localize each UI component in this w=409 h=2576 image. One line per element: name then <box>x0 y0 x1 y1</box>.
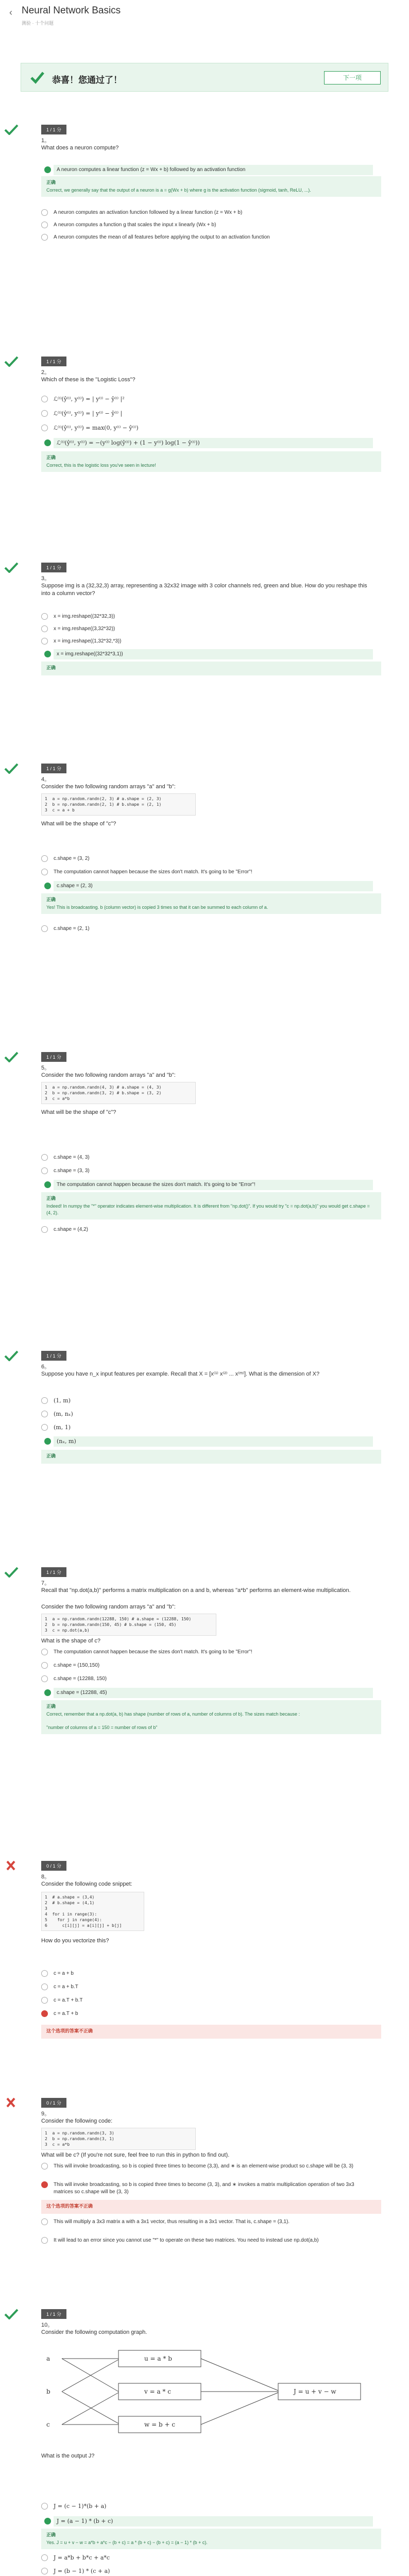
radio-icon[interactable] <box>41 638 48 645</box>
radio-selected-icon[interactable] <box>44 883 51 889</box>
score-badge: 0 / 1 分 <box>41 2098 66 2108</box>
score-badge: 1 / 1 分 <box>41 1052 66 1062</box>
option[interactable]: A neuron computes the mean of all features before applying the output to an activation function <box>54 234 373 241</box>
cross-icon <box>4 1860 19 1871</box>
question-text: What will be the shape of "c"? <box>41 1109 116 1115</box>
radio-selected-icon[interactable] <box>44 1438 51 1445</box>
score-badge: 1 / 1 分 <box>41 125 66 134</box>
option[interactable]: (1, m) <box>54 1397 373 1404</box>
node-u: u = a * b <box>144 2355 172 2362</box>
feedback-correct: 正确 <box>41 1450 381 1464</box>
option[interactable]: c = a.T + b <box>54 2010 373 2018</box>
radio-icon[interactable] <box>41 2568 48 2574</box>
option[interactable]: x = img.reshape((32*32*3,1)) <box>54 649 373 659</box>
question-number: 6。 <box>41 1364 50 1370</box>
code-block: 1 a = np.random.randn(2, 3) # a.shape = (2, 3) 2 b = np.random.randn(2, 1) # b.shape = (2, 1) 3 c = a + b <box>41 793 196 816</box>
radio-icon[interactable] <box>41 1154 48 1161</box>
option[interactable]: c = a + b <box>54 1970 373 1977</box>
option[interactable]: This will invoke broadcasting, so b is copied three times to become (3, 3), and ∗ invokes a matrix multiplication operation of two 3x3 matrices so c.shape will be (3, 3) <box>54 2181 373 2196</box>
question-number: 5。 <box>41 1065 50 1071</box>
question-prompt: Consider the two following random arrays "a" and "b": <box>41 1072 176 1078</box>
node-v: v = a * c <box>144 2388 171 2395</box>
radio-icon[interactable] <box>41 625 48 632</box>
quiz-subtitle: 测验 · 十个问题 <box>22 21 54 26</box>
option[interactable]: c = a.T + b.T <box>54 1997 373 2004</box>
feedback-correct: 正确 Correct, we generally say that the output of a neuron is a = g(Wx + b) where g is the activation function (sigmoid, tanh, ReLU, ...). <box>41 176 381 197</box>
score-badge: 1 / 1 分 <box>41 2309 66 2319</box>
score-badge: 1 / 1 分 <box>41 1567 66 1577</box>
code-block: 1 # a.shape = (3,4) 2 # b.shape = (4,1) 3 4 for i in range(3): 5 for j in range(4): 6 c[i][j] = a[i][j] + b[j] <box>41 1892 144 1931</box>
option[interactable]: This will invoke broadcasting, so b is copied three times to become (3,3), and ∗ is an element-wise product so c.shape will be (3, 3) <box>54 2163 373 2170</box>
question-prompt: Consider the two following random arrays "a" and "b": <box>41 784 176 790</box>
feedback-correct: 正确 Correct, remember that a np.dot(a, b) has shape (number of rows of a, number of columns of b). The sizes match because : "number of columns of a = 150 = number of rows of b" <box>41 1700 381 1734</box>
option[interactable]: This will multiply a 3x3 matrix a with a 3x1 vector, thus resulting in a 3x1 vector. That is, c.shape = (3,1). <box>54 2218 373 2226</box>
option[interactable]: c.shape = (3, 2) <box>54 855 373 862</box>
radio-icon[interactable] <box>41 1397 48 1404</box>
radio-icon[interactable] <box>41 1411 48 1417</box>
page-title: Neural Network Basics <box>22 5 121 16</box>
score-badge: 1 / 1 分 <box>41 764 66 773</box>
question-number: 7。 <box>41 1580 50 1586</box>
option[interactable]: x = img.reshape((32*32,3)) <box>54 613 373 620</box>
question-text: How do you vectorize this? <box>41 1938 109 1944</box>
feedback-correct: 正确 Correct, this is the logistic loss you've seen in lecture! <box>41 451 381 472</box>
option[interactable]: c.shape = (4,2) <box>54 1226 373 1233</box>
check-icon <box>4 1566 19 1578</box>
option[interactable]: x = img.reshape((3,32*32)) <box>54 625 373 633</box>
option[interactable]: ℒ⁽ⁱ⁾(ŷ⁽ⁱ⁾, y⁽ⁱ⁾) = | y⁽ⁱ⁾ − ŷ⁽ⁱ⁾ |² <box>54 396 373 403</box>
radio-icon[interactable] <box>41 2237 48 2244</box>
option[interactable]: c.shape = (3, 3) <box>54 1167 373 1175</box>
option[interactable]: J = (a − 1) * (b + c) <box>54 2516 373 2527</box>
radio-icon[interactable] <box>41 1662 48 1669</box>
radio-icon[interactable] <box>41 234 48 241</box>
score-badge: 1 / 1 分 <box>41 357 66 366</box>
question-prompt-2: Consider the two following random arrays "a" and "b": <box>41 1604 176 1610</box>
option[interactable]: ℒ⁽ⁱ⁾(ŷ⁽ⁱ⁾, y⁽ⁱ⁾) = −(y⁽ⁱ⁾ log(ŷ⁽ⁱ⁾) + (1 − y⁽ⁱ⁾) log(1 − ŷ⁽ⁱ⁾)) <box>54 438 373 448</box>
radio-icon[interactable] <box>41 613 48 620</box>
radio-icon[interactable] <box>41 1649 48 1655</box>
radio-icon[interactable] <box>41 2163 48 2170</box>
option[interactable]: c.shape = (150,150) <box>54 1662 373 1669</box>
check-icon <box>4 2308 19 2319</box>
question-text: What will be the shape of "c"? <box>41 821 116 827</box>
node-a: a <box>46 2355 50 2362</box>
question-number: 8。 <box>41 1874 50 1880</box>
code-block: 1 a = np.random.randn(3, 3) 2 b = np.random.randn(3, 1) 3 c = a*b <box>41 2128 196 2150</box>
check-icon <box>29 70 45 85</box>
radio-selected-icon[interactable] <box>41 2181 48 2188</box>
node-b: b <box>46 2388 50 2395</box>
option[interactable]: x = img.reshape((1,32*32,*3)) <box>54 638 373 645</box>
pass-banner <box>21 63 388 92</box>
feedback-wrong: 这个选项的答案不正确 <box>41 2025 381 2039</box>
radio-selected-icon[interactable] <box>44 1689 51 1696</box>
score-badge: 1 / 1 分 <box>41 1351 66 1361</box>
option[interactable]: c.shape = (4, 3) <box>54 1154 373 1161</box>
question-number: 1。 <box>41 138 50 144</box>
check-icon <box>4 1051 19 1062</box>
page-header <box>0 0 409 31</box>
radio-selected-icon[interactable] <box>44 2518 51 2524</box>
option[interactable]: J = (b − 1) * (c + a) <box>54 2568 373 2575</box>
radio-selected-icon[interactable] <box>44 166 51 173</box>
question-prompt: Consider the following code snippet: <box>41 1881 132 1887</box>
option[interactable]: A neuron computes a linear function (z = Wx + b) followed by an activation function <box>54 165 373 175</box>
option[interactable]: The computation cannot happen because the sizes don't match. It's going to be "Error"! <box>54 869 373 876</box>
feedback-correct: 正确 Indeed! In numpy the "*" operator indicates element-wise multiplication. It is different from "np.dot()". If you would try "c = np.dot(a,b)" you would get c.shape = (4, 2). <box>41 1192 381 1219</box>
computation-graph <box>41 2344 371 2437</box>
radio-selected-icon[interactable] <box>41 2010 48 2017</box>
question-text: What is the shape of c? <box>41 1638 100 1644</box>
radio-icon[interactable] <box>41 1167 48 1174</box>
radio-icon[interactable] <box>41 1424 48 1431</box>
question-prompt: Suppose img is a (32,32,3) array, representing a 32x32 image with 3 color channels red, green and blue. How do you reshape this into a column vector? <box>41 583 367 597</box>
back-arrow-icon[interactable]: ‹ <box>9 7 12 18</box>
code-block: 1 a = np.random.randn(4, 3) # a.shape = (4, 3) 2 b = np.random.randn(3, 2) # b.shape = (3, 2) 3 c = a*b <box>41 1082 196 1104</box>
question-number: 2。 <box>41 369 50 376</box>
option[interactable]: (m, 1) <box>54 1424 373 1431</box>
radio-icon[interactable] <box>41 2554 48 2561</box>
radio-icon[interactable] <box>41 2503 48 2510</box>
cross-icon <box>4 2097 19 2108</box>
question-number: 3。 <box>41 575 50 582</box>
question-text: What is the output J? <box>41 2453 95 2459</box>
radio-icon[interactable] <box>41 855 48 862</box>
radio-icon[interactable] <box>41 410 48 417</box>
option[interactable]: The computation cannot happen because the sizes don't match. It's going to be "Error"! <box>54 1180 373 1190</box>
code-block: 1 a = np.random.randn(12288, 150) # a.shape = (12288, 150) 2 b = np.random.randn(150, 45) # b.shape = (150, 45) 3 c = np.dot(a,b) <box>41 1614 216 1636</box>
radio-icon[interactable] <box>41 2218 48 2225</box>
option[interactable]: J = (c − 1)*(b + a) <box>54 2503 373 2510</box>
option[interactable]: The computation cannot happen because the sizes don't match. It's going to be "Error"! <box>54 1649 373 1656</box>
score-badge: 0 / 1 分 <box>41 1861 66 1871</box>
radio-icon[interactable] <box>41 925 48 932</box>
question-prompt: Suppose you have n_x input features per example. Recall that X = [x⁽¹⁾ x⁽²⁾ ... x⁽ᵐ⁾]. What is the dimension of X? <box>41 1371 320 1377</box>
feedback-correct: 正确 <box>41 662 381 675</box>
question-prompt: Consider the following code: <box>41 2118 113 2124</box>
option[interactable]: It will lead to an error since you cannot use "*" to operate on these two matrices. You need to instead use np.dot(a,b) <box>54 2237 373 2244</box>
question-prompt: Which of these is the "Logistic Loss"? <box>41 377 135 383</box>
option[interactable]: J = a*b + b*c + a*c <box>54 2554 373 2562</box>
question-number: 4。 <box>41 776 50 783</box>
radio-icon[interactable] <box>41 1226 48 1233</box>
question-prompt: What does a neuron compute? <box>41 145 119 151</box>
option[interactable]: (m, nₓ) <box>54 1411 373 1418</box>
radio-icon[interactable] <box>41 209 48 216</box>
feedback-wrong: 这个选项的答案不正确 <box>41 2200 381 2214</box>
question-number: 9。 <box>41 2111 50 2117</box>
node-j: J = u + v − w <box>294 2388 336 2395</box>
check-icon <box>4 562 19 573</box>
feedback-correct: 正确 Yes! This is broadcasting. b (column vector) is copied 3 times so that it can be summed to each column of a. <box>41 893 381 914</box>
check-icon <box>4 1350 19 1361</box>
question-10 <box>41 2308 388 2576</box>
check-icon <box>4 124 19 135</box>
check-icon <box>4 762 19 774</box>
option[interactable]: c.shape = (12288, 150) <box>54 1675 373 1683</box>
question-text: What will be c? (If you're not sure, feel free to run this in python to find out). <box>41 2152 230 2158</box>
option[interactable]: c.shape = (2, 3) <box>54 881 373 891</box>
radio-selected-icon[interactable] <box>44 439 51 446</box>
option[interactable]: ℒ⁽ⁱ⁾(ŷ⁽ⁱ⁾, y⁽ⁱ⁾) = | y⁽ⁱ⁾ − ŷ⁽ⁱ⁾ | <box>54 410 373 417</box>
radio-icon[interactable] <box>41 869 48 875</box>
radio-selected-icon[interactable] <box>44 1181 51 1188</box>
next-button[interactable]: 下一项 <box>324 71 381 84</box>
radio-icon[interactable] <box>41 1984 48 1990</box>
node-w: w = b + c <box>144 2421 176 2428</box>
option[interactable]: ℒ⁽ⁱ⁾(ŷ⁽ⁱ⁾, y⁽ⁱ⁾) = max(0, y⁽ⁱ⁾ − ŷ⁽ⁱ⁾) <box>54 425 373 432</box>
option[interactable]: c = a + b.T <box>54 1984 373 1991</box>
radio-icon[interactable] <box>41 396 48 402</box>
option[interactable]: A neuron computes a function g that scales the input x linearly (Wx + b) <box>54 222 373 229</box>
radio-icon[interactable] <box>41 1970 48 1977</box>
option[interactable]: A neuron computes an activation function followed by a linear function (z = Wx + b) <box>54 209 373 216</box>
radio-icon[interactable] <box>41 425 48 431</box>
question-number: 10。 <box>41 2322 54 2328</box>
option[interactable]: (nₓ, m) <box>54 1436 373 1447</box>
pass-message: 恭喜！您通过了！ <box>52 75 122 85</box>
option[interactable]: c.shape = (2, 1) <box>54 925 373 933</box>
radio-icon[interactable] <box>41 1997 48 2004</box>
radio-icon[interactable] <box>41 1675 48 1682</box>
node-c: c <box>46 2421 50 2428</box>
radio-icon[interactable] <box>41 222 48 228</box>
question-prompt: Recall that "np.dot(a,b)" performs a matrix multiplication on a and b, whereas "a*b" performs an element-wise multiplication. <box>41 1587 351 1594</box>
question-prompt: Consider the following computation graph. <box>41 2329 147 2335</box>
score-badge: 1 / 1 分 <box>41 563 66 572</box>
radio-selected-icon[interactable] <box>44 651 51 657</box>
check-icon <box>4 355 19 367</box>
option[interactable]: c.shape = (12288, 45) <box>54 1688 373 1698</box>
feedback-correct: 正确 Yes. J = u + v − w = a*b + a*c − (b + c) = a * (b + c) − (b + c) = (a − 1) * (b + c). <box>41 2529 381 2549</box>
